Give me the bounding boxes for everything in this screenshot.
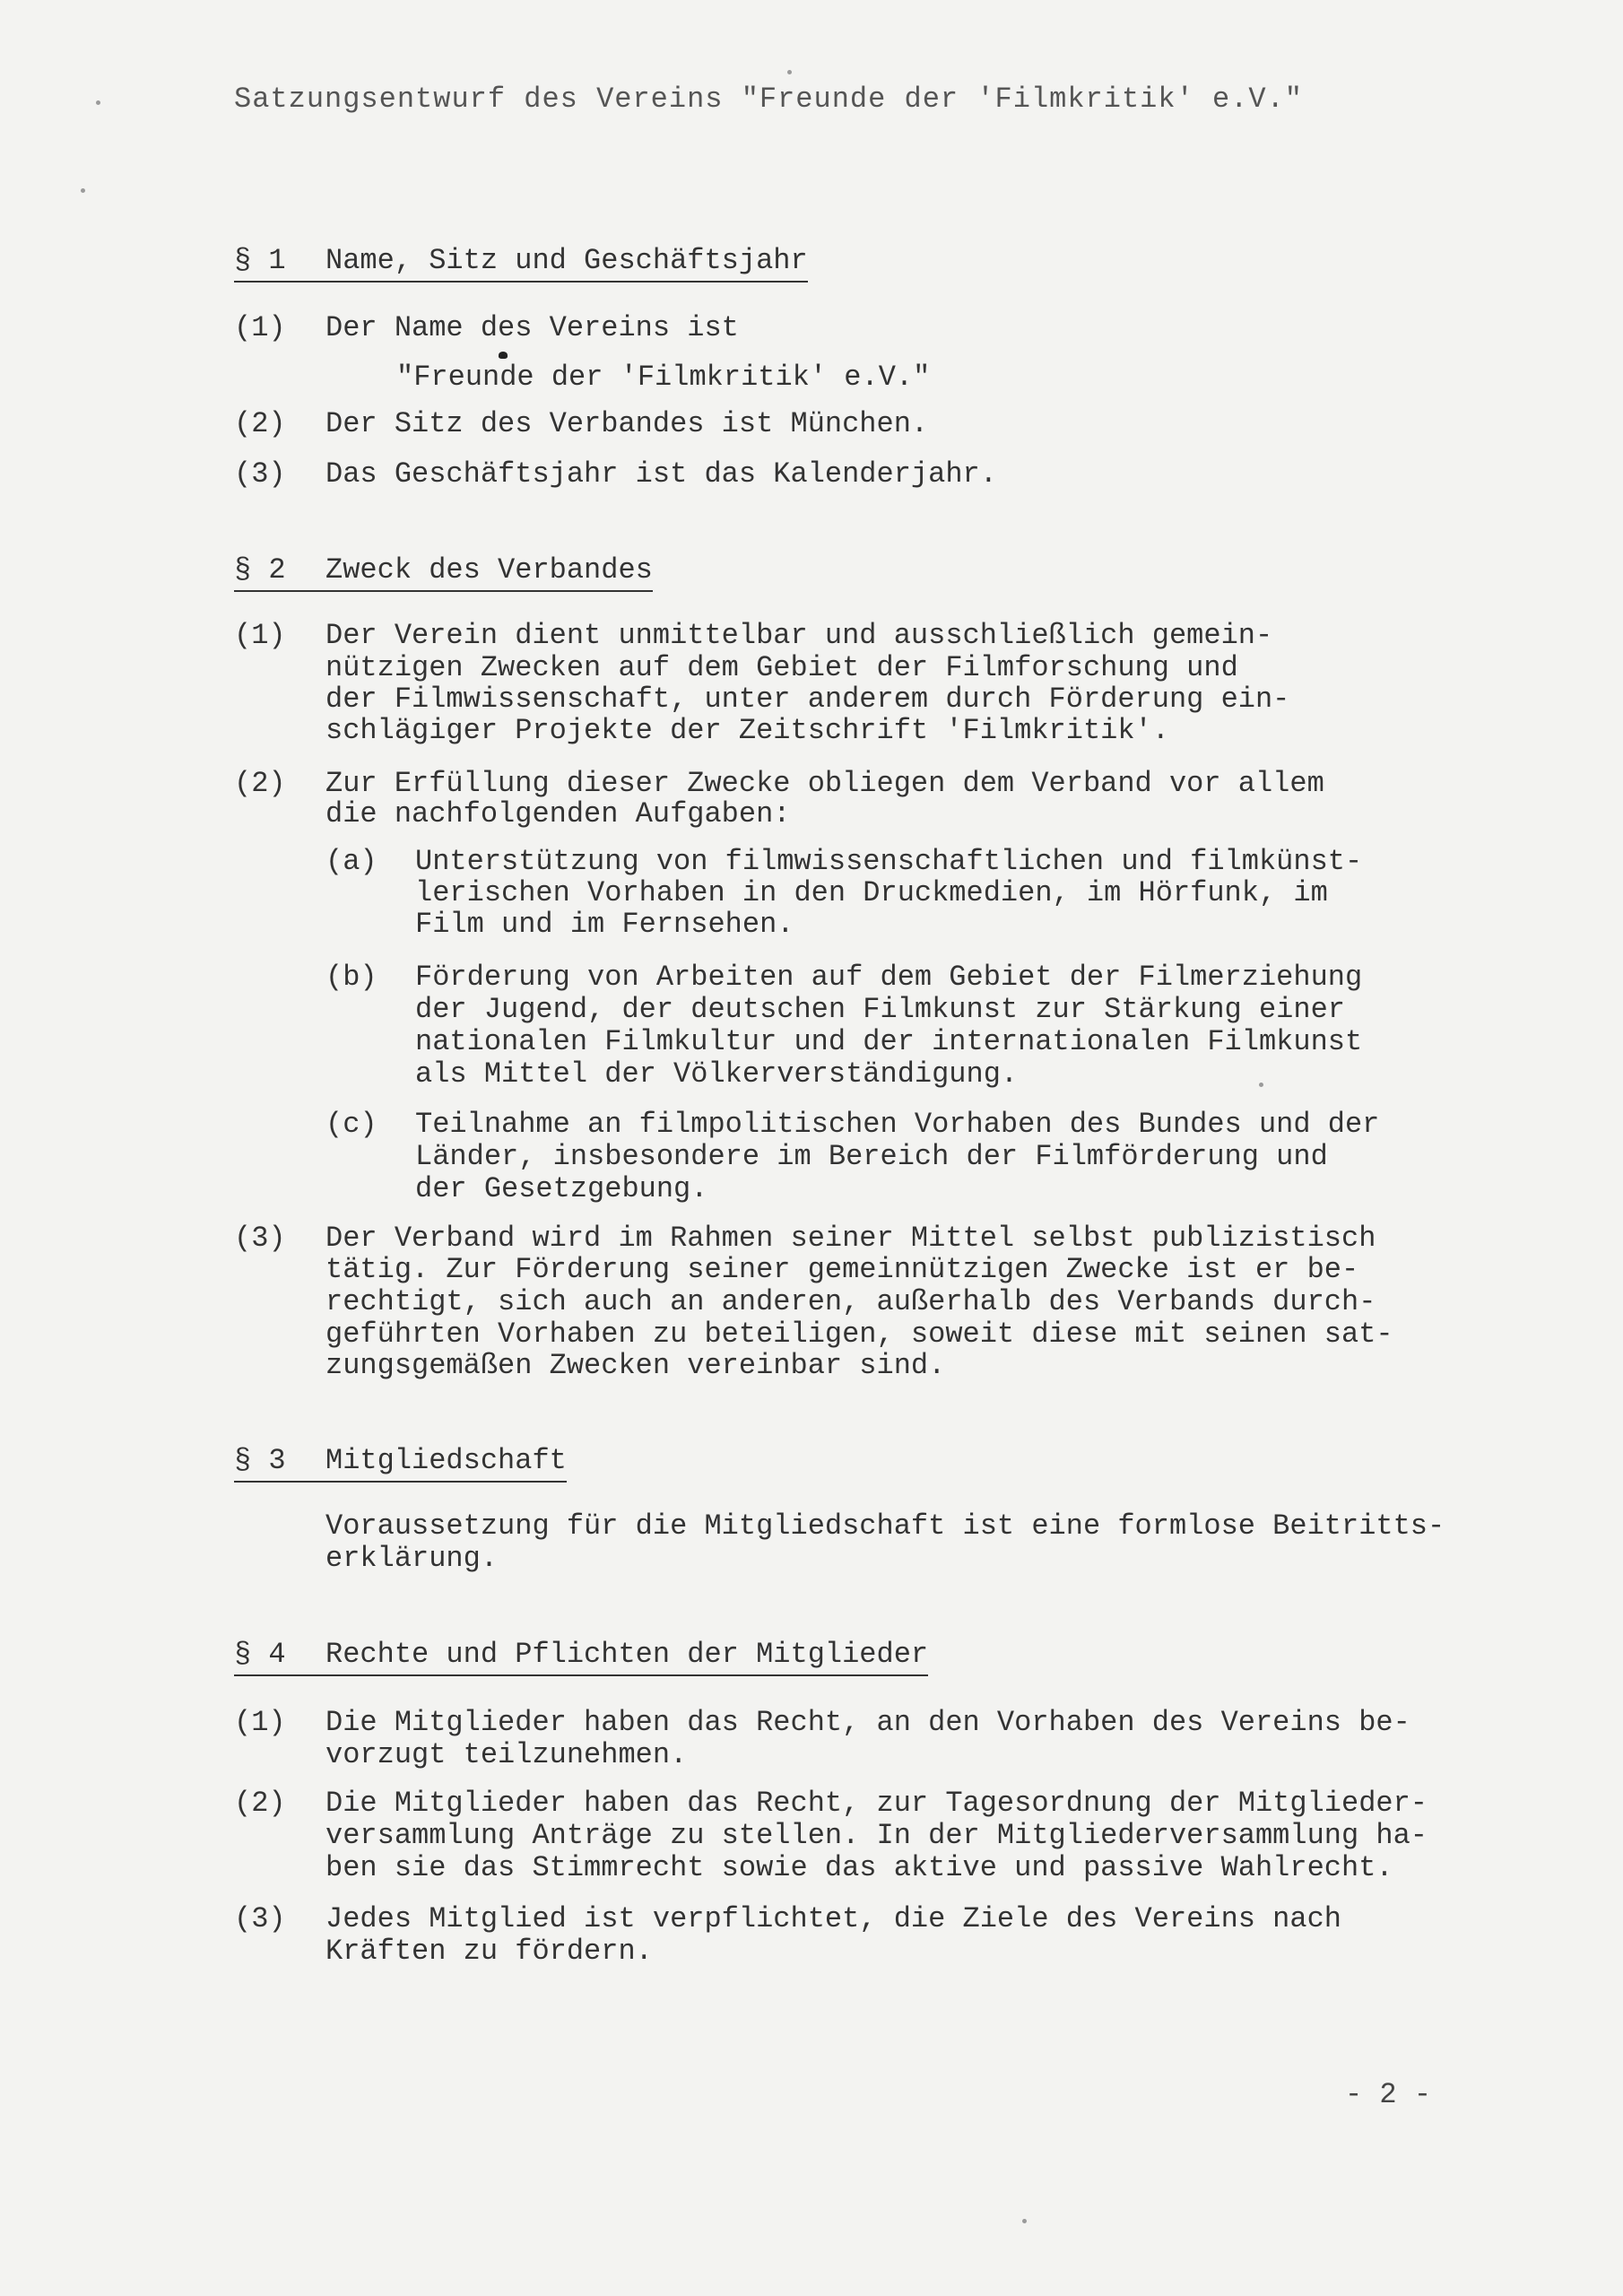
text-line: nützigen Zwecken auf dem Gebiet der Filmforschung und	[325, 651, 1238, 684]
text-line: rechtigt, sich auch an anderen, außerhalb des Verbands durch-	[325, 1285, 1376, 1318]
paper-speck	[787, 70, 792, 74]
page-number: - 2 -	[1345, 2078, 1432, 2111]
text-line: lerischen Vorhaben in den Druckmedien, im Hörfunk, im	[415, 876, 1328, 909]
text-line: Kräften zu fördern.	[325, 1935, 653, 1968]
section-3-heading	[234, 1444, 567, 1483]
section-4-heading	[234, 1638, 928, 1676]
text-line: der Gesetzgebung.	[415, 1172, 708, 1205]
text-line: Die Mitglieder haben das Recht, zur Tagesordnung der Mitglieder-	[325, 1787, 1428, 1820]
text-line: nationalen Filmkultur und der internationalen Filmkunst	[415, 1025, 1363, 1058]
section-title: Rechte und Pflichten der Mitglieder	[325, 1638, 929, 1671]
text-line: Der Sitz des Verbandes ist München.	[325, 407, 929, 440]
section-title: Mitgliedschaft	[325, 1444, 567, 1477]
text-line: Jedes Mitglied ist verpflichtet, die Ziele des Vereins nach	[325, 1902, 1341, 1935]
text-line: Die Mitglieder haben das Recht, an den Vorhaben des Vereins be-	[325, 1706, 1410, 1739]
text-line: Förderung von Arbeiten auf dem Gebiet der Filmerziehung	[415, 961, 1363, 994]
section-title: Name, Sitz und Geschäftsjahr	[325, 244, 808, 277]
text-line: Unterstützung von filmwissenschaftlichen und filmkünst-	[415, 845, 1363, 878]
section-number: § 4	[234, 1638, 286, 1671]
section-1-heading	[234, 244, 808, 283]
text-line: Film und im Fernsehen.	[415, 908, 794, 941]
paragraph-marker: (2)	[234, 407, 286, 440]
text-line: "Freunde der 'Filmkritik' e.V."	[396, 361, 931, 394]
text-line: zungsgemäßen Zwecken vereinbar sind.	[325, 1349, 946, 1382]
paragraph-marker: (2)	[234, 767, 286, 800]
paper-speck	[81, 188, 85, 193]
text-line: der Jugend, der deutschen Filmkunst zur Stärkung einer	[415, 993, 1345, 1026]
paper-speck	[1022, 2219, 1027, 2223]
sub-marker: (b)	[325, 961, 378, 994]
paragraph-marker: (1)	[234, 311, 286, 344]
text-line: Zur Erfüllung dieser Zwecke obliegen dem Verband vor allem	[325, 767, 1324, 800]
text-line: als Mittel der Völkerverständigung.	[415, 1057, 1019, 1091]
paragraph-marker: (3)	[234, 457, 286, 491]
text-line: Das Geschäftsjahr ist das Kalenderjahr.	[325, 457, 997, 491]
paper-speck	[1259, 1083, 1263, 1087]
text-line: die nachfolgenden Aufgaben:	[325, 797, 791, 831]
text-line: Der Verband wird im Rahmen seiner Mittel selbst publizistisch	[325, 1222, 1376, 1255]
text-line: Teilnahme an filmpolitischen Vorhaben des Bundes und der	[415, 1108, 1380, 1141]
text-line: Länder, insbesondere im Bereich der Filmförderung und	[415, 1140, 1328, 1173]
text-line: tätig. Zur Förderung seiner gemeinnützigen Zwecke ist er be-	[325, 1253, 1359, 1286]
text-line: vorzugt teilzunehmen.	[325, 1738, 688, 1771]
text-line: ben sie das Stimmrecht sowie das aktive und passive Wahlrecht.	[325, 1851, 1393, 1884]
ink-mark	[499, 352, 508, 359]
text-line: versammlung Anträge zu stellen. In der Mitgliederversammlung ha-	[325, 1819, 1428, 1852]
paper-speck	[96, 100, 100, 105]
section-number: § 2	[234, 553, 286, 587]
section-2-heading	[234, 553, 653, 592]
document-title: Satzungsentwurf des Vereins "Freunde der 'Filmkritik' e.V."	[234, 83, 1303, 116]
text-line: der Filmwissenschaft, unter anderem durch Förderung ein-	[325, 683, 1290, 716]
paragraph-marker: (3)	[234, 1222, 286, 1255]
text-line: erklärung.	[325, 1542, 499, 1575]
text-line: schlägiger Projekte der Zeitschrift 'Filmkritik'.	[325, 714, 1169, 747]
text-line: Der Verein dient unmittelbar und ausschließlich gemein-	[325, 619, 1273, 652]
paragraph-marker: (3)	[234, 1902, 286, 1935]
text-line: Der Name des Vereins ist	[325, 311, 739, 344]
paragraph-marker: (1)	[234, 1706, 286, 1739]
section-number: § 3	[234, 1444, 286, 1477]
sub-marker: (c)	[325, 1108, 378, 1141]
paragraph-marker: (1)	[234, 619, 286, 652]
text-line: Voraussetzung für die Mitgliedschaft ist eine formlose Beitritts-	[325, 1509, 1445, 1543]
sub-marker: (a)	[325, 845, 378, 878]
section-title: Zweck des Verbandes	[325, 553, 653, 587]
section-number: § 1	[234, 244, 286, 277]
paragraph-marker: (2)	[234, 1787, 286, 1820]
text-line: geführten Vorhaben zu beteiligen, soweit diese mit seinen sat-	[325, 1318, 1393, 1351]
